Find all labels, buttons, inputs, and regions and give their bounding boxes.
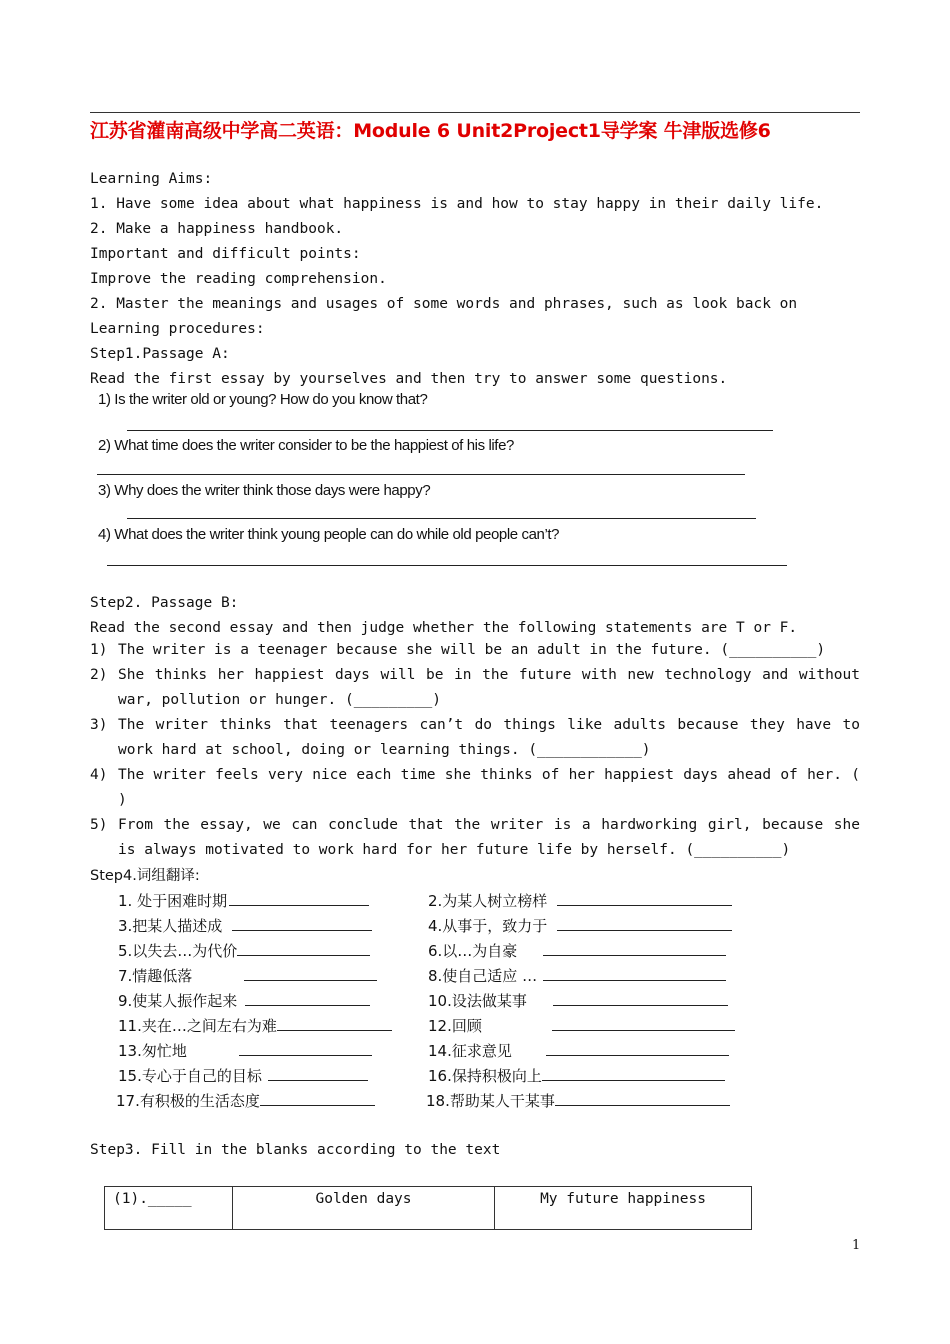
vocab-blank[interactable]	[552, 1016, 735, 1031]
procedures-heading: Learning procedures:	[90, 321, 265, 337]
question-3: 3) Why does the writer think those days were happy?	[98, 482, 431, 499]
aims-heading: Learning Aims:	[90, 171, 213, 187]
statement-4	[90, 763, 860, 813]
tf-blank[interactable]: (____________)	[528, 742, 651, 758]
statement-text: The writer thinks that teenagers can’t do things like adults because they have to work hard at school, doing or learning things.	[118, 717, 860, 758]
vocab-item: 2.为某人树立榜样	[428, 890, 732, 911]
vocab-item: 11.夹在…之间左右为难	[118, 1015, 392, 1036]
vocab-blank[interactable]	[555, 1091, 730, 1106]
statement-text: She thinks her happiest days will be in the future with new technology and without war, pollution or hunger.	[118, 667, 860, 708]
vocab-item: 15.专心于自己的目标	[118, 1065, 368, 1086]
step2-instruction: Read the second essay and then judge whether the following statements are T or F.	[90, 620, 798, 636]
table-cell-blank[interactable]: (1)._____	[105, 1187, 233, 1230]
vocab-item: 16.保持积极向上	[428, 1065, 725, 1086]
step2-heading: Step2. Passage B:	[90, 595, 239, 611]
page-number: 1	[852, 1238, 861, 1253]
tf-blank[interactable]: (__________)	[720, 642, 826, 658]
vocab-item: 4.从事于，致力于	[428, 915, 732, 936]
vocab-blank[interactable]	[244, 966, 377, 981]
tf-blank[interactable]: (__________)	[685, 842, 791, 858]
vocab-item: 6.以…为自豪	[428, 940, 726, 961]
tf-blank[interactable]: (_________)	[344, 692, 442, 708]
aim-1: 1. Have some idea about what happiness is and how to stay happy in their daily life.	[90, 196, 824, 212]
statement-3	[90, 713, 860, 763]
statement-number: 5)	[90, 817, 108, 833]
header-rule	[90, 112, 860, 113]
aim-2: 2. Make a happiness handbook.	[90, 221, 344, 237]
vocab-item: 1. 处于困难时期	[118, 890, 369, 911]
vocab-item: 12.回顾	[428, 1015, 735, 1036]
step1-heading: Step1.Passage A:	[90, 346, 230, 362]
table-header-future-happiness: My future happiness	[495, 1187, 752, 1230]
vocab-item: 18.帮助某人干某事	[426, 1090, 730, 1111]
statement-text: From the essay, we can conclude that the writer is a hardworking girl, because she is always motivated to work hard for her future life by herself.	[118, 817, 860, 858]
table-header-golden-days: Golden days	[233, 1187, 495, 1230]
vocab-blank[interactable]	[557, 891, 732, 906]
statement-number: 2)	[90, 667, 108, 683]
statement-5	[90, 813, 860, 863]
document-title: 江苏省灌南高级中学高二英语：Module 6 Unit2Project1导学案 牛津版选修6	[90, 120, 771, 142]
vocab-blank[interactable]	[237, 941, 370, 956]
vocab-item: 7.情趣低落	[118, 965, 377, 986]
statement-1	[90, 638, 860, 663]
tf-blank[interactable]: ( )	[118, 767, 860, 808]
vocab-item: 13.匆忙地	[118, 1040, 372, 1061]
vocab-item: 3.把某人描述成	[118, 915, 372, 936]
question-1: 1) Is the writer old or young? How do you know that?	[98, 391, 428, 408]
statement-text: The writer feels very nice each time she thinks of her happiest days ahead of her.	[118, 767, 842, 783]
vocab-item: 10.设法做某事	[428, 990, 728, 1011]
answer-line-4[interactable]	[107, 565, 787, 566]
important-2: 2. Master the meanings and usages of some words and phrases, such as look back on	[90, 296, 798, 312]
important-1: Improve the reading comprehension.	[90, 271, 387, 287]
vocab-blank[interactable]	[260, 1091, 375, 1106]
vocab-blank[interactable]	[546, 1041, 729, 1056]
question-2: 2) What time does the writer consider to be the happiest of his life?	[98, 437, 514, 454]
vocab-blank[interactable]	[232, 916, 372, 931]
vocab-item: 14.征求意见	[428, 1040, 729, 1061]
vocab-blank[interactable]	[542, 1066, 725, 1081]
answer-line-3[interactable]	[127, 518, 756, 519]
step3-heading: Step3. Fill in the blanks according to the text	[90, 1142, 501, 1158]
vocab-blank[interactable]	[557, 916, 732, 931]
statement-number: 1)	[90, 642, 108, 658]
vocab-blank[interactable]	[245, 991, 370, 1006]
step4-heading: Step4.词组翻译:	[90, 868, 200, 884]
vocab-blank[interactable]	[543, 966, 726, 981]
statement-text: The writer is a teenager because she will be an adult in the future.	[118, 642, 712, 658]
vocab-blank[interactable]	[229, 891, 369, 906]
statement-2	[90, 663, 860, 713]
fill-in-table	[104, 1186, 752, 1230]
vocab-item: 8.使自己适应 …	[428, 965, 726, 986]
vocab-item: 5.以失去…为代价	[118, 940, 370, 961]
vocab-item: 17.有积极的生活态度	[116, 1090, 375, 1111]
vocab-blank[interactable]	[553, 991, 728, 1006]
answer-line-1[interactable]	[127, 430, 773, 431]
vocab-blank[interactable]	[268, 1066, 368, 1081]
question-4: 4) What does the writer think young people can do while old people can’t?	[98, 526, 560, 543]
vocab-blank[interactable]	[543, 941, 726, 956]
vocab-blank[interactable]	[277, 1016, 392, 1031]
statement-number: 4)	[90, 767, 108, 783]
step1-instruction: Read the first essay by yourselves and then try to answer some questions.	[90, 371, 728, 387]
table-row	[105, 1187, 752, 1230]
important-heading: Important and difficult points:	[90, 246, 361, 262]
vocab-item: 9.使某人振作起来	[118, 990, 370, 1011]
vocab-blank[interactable]	[239, 1041, 372, 1056]
answer-line-2[interactable]	[97, 474, 745, 475]
statement-number: 3)	[90, 717, 108, 733]
